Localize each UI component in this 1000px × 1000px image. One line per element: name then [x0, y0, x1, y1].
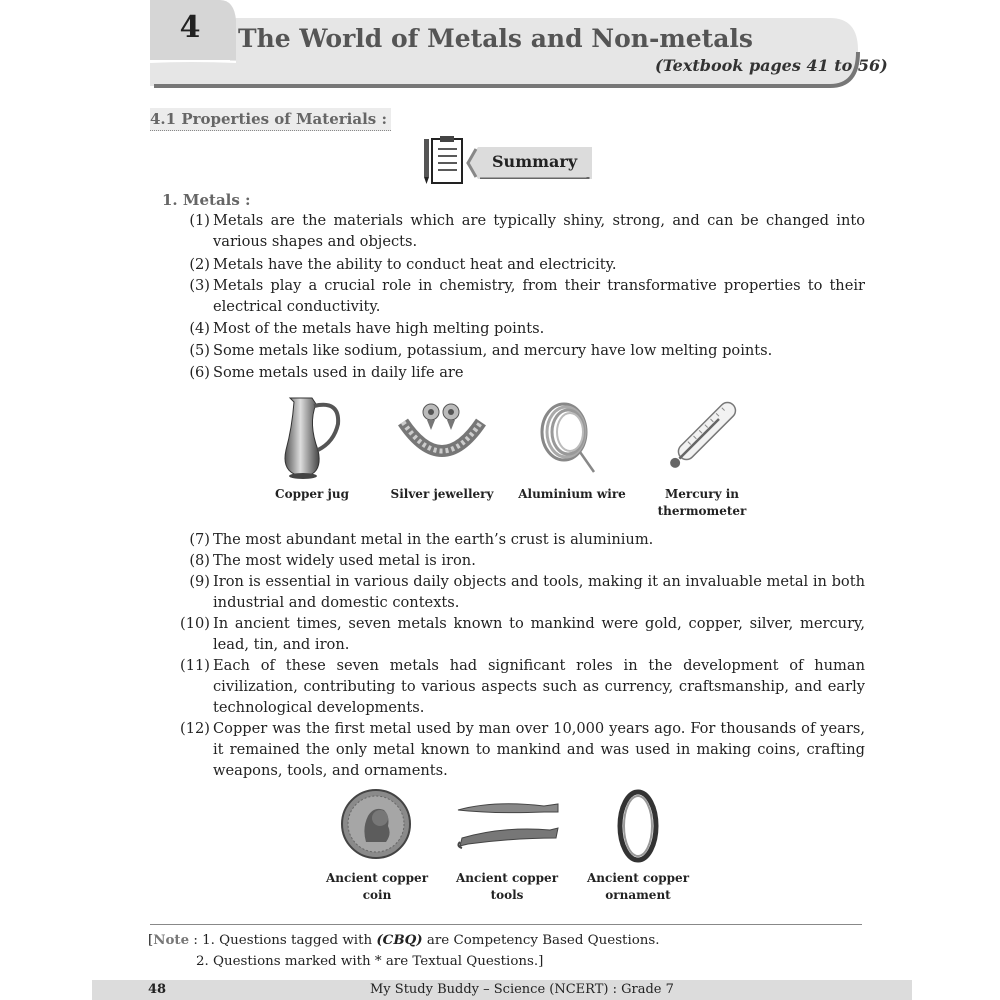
- caption-ancient-coin: Ancient copper coin: [325, 871, 429, 902]
- thermometer-icon: [660, 394, 744, 478]
- list-item: (5) Some metals like sodium, potassium, and mercury have low melting points.: [189, 342, 773, 359]
- silver-jewellery-icon: [395, 400, 489, 474]
- caption-aluminium-wire: Aluminium wire: [518, 487, 626, 501]
- section-heading: 4.1 Properties of Materials :: [150, 108, 391, 131]
- chapter-number: 4: [179, 10, 201, 45]
- list-item: (8) The most widely used metal is iron.: [189, 552, 476, 569]
- note-label: Note: [153, 932, 190, 948]
- clipboard-pen-icon: [422, 133, 464, 185]
- summary-label: Summary: [492, 152, 578, 171]
- note-line-2: 2. Questions marked with * are Textual Questions.]: [196, 954, 544, 969]
- list-item: (12) Copper was the first metal used by man over 10,000 years ago. For thousands of years, it remained the only metal known to mankind and was used in making coins, crafting weapons, tools, and ornaments.: [180, 720, 865, 779]
- note-line-1: [Note : 1. Questions tagged with (CBQ) are Competency Based Questions.: [148, 932, 660, 948]
- chapter-title: The World of Metals and Non-metals: [238, 24, 754, 53]
- cbq-tag: (CBQ): [376, 932, 423, 948]
- metals-heading: 1. Metals :: [162, 191, 251, 209]
- caption-copper-jug: Copper jug: [275, 487, 349, 501]
- list-item: (7) The most abundant metal in the earth’s crust is aluminium.: [189, 531, 654, 548]
- footer-text: My Study Buddy – Science (NCERT) : Grade 7: [370, 982, 674, 997]
- caption-silver-jewellery: Silver jewellery: [390, 487, 494, 501]
- list-item: (11) Each of these seven metals had significant roles in the development of human civilization, contributing to various aspects such as currency, craftsmanship, and early technological developments.: [180, 657, 865, 716]
- list-item: (4) Most of the metals have high melting points.: [189, 320, 545, 337]
- list-item: (2) Metals have the ability to conduct heat and electricity.: [189, 256, 617, 273]
- aluminium-wire-icon: [536, 398, 598, 474]
- note-divider: [150, 924, 862, 925]
- copper-coin-icon: [340, 788, 412, 860]
- list-item: (10) In ancient times, seven metals known to mankind were gold, copper, silver, mercury, lead, tin, and iron.: [180, 615, 865, 653]
- page-number: 48: [148, 982, 167, 997]
- caption-mercury-thermometer: Mercury in thermometer: [657, 487, 747, 518]
- caption-ancient-tools: Ancient copper tools: [455, 871, 559, 902]
- list-item: (6) Some metals used in daily life are: [189, 364, 464, 381]
- copper-ornament-icon: [612, 788, 664, 864]
- caption-ancient-ornament: Ancient copper ornament: [586, 871, 690, 902]
- list-item: (3) Metals play a crucial role in chemistry, from their transformative properties to their electrical conductivity.: [189, 277, 865, 315]
- list-item: (1) Metals are the materials which are typically shiny, strong, and can be changed into various shapes and objects.: [189, 212, 865, 250]
- list-item: (9) Iron is essential in various daily objects and tools, making it an invaluable metal in both industrial and domestic contexts.: [189, 573, 865, 611]
- chapter-pages: (Textbook pages 41 to 56): [655, 56, 888, 75]
- copper-tools-icon: [454, 798, 562, 850]
- copper-jug-icon: [278, 394, 344, 480]
